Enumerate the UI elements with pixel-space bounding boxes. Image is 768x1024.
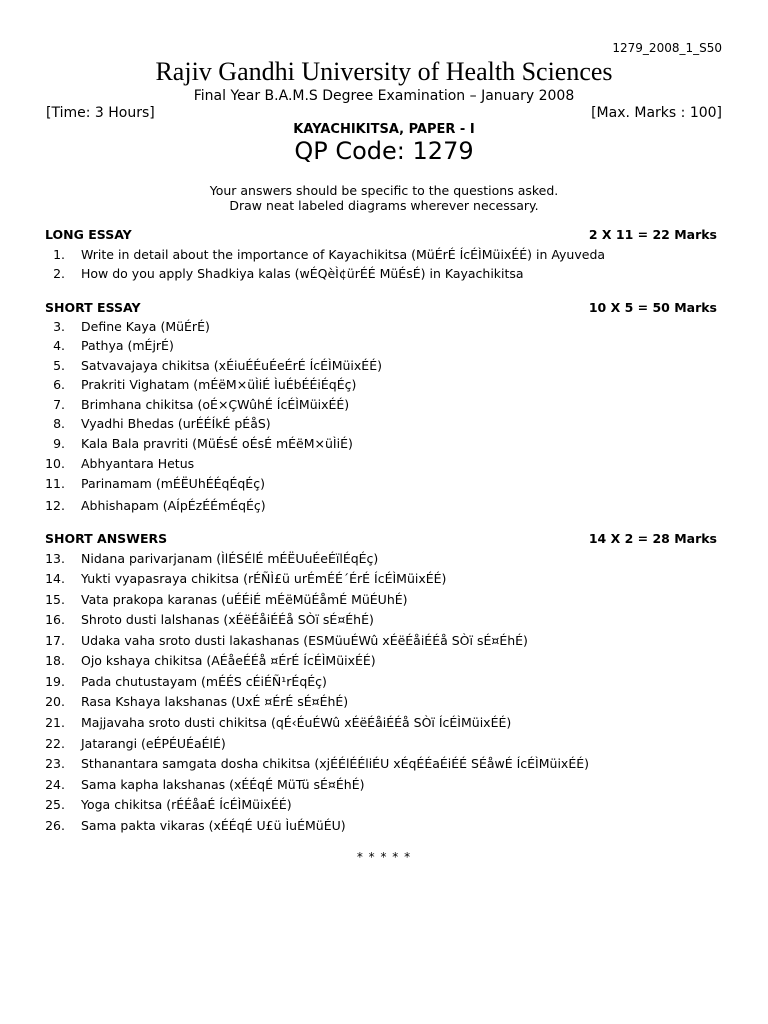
question-text: Sthanantara samgata dosha chikitsa (xjÉÉlÉÉliÉU xÉqÉÉaÉiÉÉ SÉåwÉ ÍcÉÌMüixÉÉ)	[81, 756, 589, 771]
section-title: SHORT ESSAY	[45, 300, 141, 315]
question-number: 8.	[53, 416, 65, 431]
question-text: Nidana parivarjanam (ÌlÉSÉlÉ mÉËUuÉeÉïlÉqÉç)	[81, 551, 379, 566]
question-number: 16.	[45, 612, 65, 627]
question-item	[0, 551, 768, 569]
question-number: 23.	[45, 756, 65, 771]
question-text: Yukti vyapasraya chikitsa (rÉÑÌ£ü urÉmÉÉ´ÉrÉ ÍcÉÌMüixÉÉ)	[81, 571, 447, 586]
question-text: Rasa Kshaya lakshanas (UxÉ ¤ÉrÉ sÉ¤ÉhÉ)	[81, 694, 349, 709]
question-item	[0, 338, 768, 356]
question-number: 4.	[53, 338, 65, 353]
question-item	[0, 715, 768, 733]
question-number: 19.	[45, 674, 65, 689]
question-text: Kala Bala pravriti (MüÉsÉ oÉsÉ mÉëM×üÌiÉ)	[81, 436, 353, 451]
question-number: 18.	[45, 653, 65, 668]
question-number: 5.	[53, 358, 65, 373]
question-text: Abhishapam (AÍpÉzÉÉmÉqÉç)	[81, 498, 266, 513]
end-marker: * * * * *	[356, 850, 412, 864]
question-text: Sama kapha lakshanas (xÉÉqÉ MüTü sÉ¤ÉhÉ)	[81, 777, 365, 792]
question-item	[0, 592, 768, 610]
university-name: Rajiv Gandhi University of Health Sciences	[155, 57, 613, 86]
question-item	[0, 756, 768, 774]
question-item	[0, 653, 768, 671]
subject-title: KAYACHIKITSA, PAPER - I	[293, 122, 475, 137]
question-item	[0, 571, 768, 589]
question-number: 9.	[53, 436, 65, 451]
question-number: 7.	[53, 397, 65, 412]
question-text: Pathya (mÉjrÉ)	[81, 338, 174, 353]
question-text: Yoga chikitsa (rÉÉåaÉ ÍcÉÌMüixÉÉ)	[81, 797, 292, 812]
question-item	[0, 416, 768, 434]
question-number: 11.	[45, 476, 65, 491]
question-item	[0, 319, 768, 337]
question-item	[0, 456, 768, 474]
question-item	[0, 247, 768, 265]
paper-code: 1279_2008_1_S50	[612, 41, 722, 55]
question-text: Shroto dusti lalshanas (xÉëÉåiÉÉå SÒï sÉ¤ÉhÉ)	[81, 612, 374, 627]
question-item	[0, 266, 768, 284]
question-text: Brimhana chikitsa (oÉ×ÇWûhÉ ÍcÉÌMüixÉÉ)	[81, 397, 350, 412]
question-item	[0, 358, 768, 376]
question-item	[0, 633, 768, 651]
question-item	[0, 476, 768, 494]
section-title: LONG ESSAY	[45, 227, 132, 242]
question-text: Write in detail about the importance of Kayachikitsa (MüÉrÉ ÍcÉÌMüixÉÉ) in Ayuveda	[81, 247, 606, 262]
question-number: 3.	[53, 319, 65, 334]
question-item	[0, 797, 768, 815]
question-item	[0, 498, 768, 516]
qp-code: QP Code: 1279	[294, 137, 474, 165]
question-text: How do you apply Shadkiya kalas (wÉQèÌ¢ürÉÉ MüÉsÉ) in Kayachikitsa	[81, 266, 524, 281]
question-number: 15.	[45, 592, 65, 607]
question-number: 1.	[53, 247, 65, 262]
question-number: 21.	[45, 715, 65, 730]
question-number: 26.	[45, 818, 65, 833]
question-number: 10.	[45, 456, 65, 471]
question-text: Parinamam (mÉËUhÉÉqÉqÉç)	[81, 476, 265, 491]
instructions	[0, 183, 768, 213]
question-text: Pada chutustayam (mÉÉS cÉiÉÑ¹rÉqÉç)	[81, 674, 327, 689]
question-item	[0, 436, 768, 454]
section-marks: 10 X 5 = 50 Marks	[588, 300, 717, 315]
question-number: 13.	[45, 551, 65, 566]
section-title: SHORT ANSWERS	[45, 531, 168, 546]
question-number: 25.	[45, 797, 65, 812]
question-item	[0, 377, 768, 395]
question-item	[0, 397, 768, 415]
question-text: Udaka vaha sroto dusti lakashanas (ESMüuÉWû xÉëÉåiÉÉå SÒï sÉ¤ÉhÉ)	[81, 633, 528, 648]
question-number: 24.	[45, 777, 65, 792]
question-text: Jatarangi (eÉPÉUÉaÉlÉ)	[81, 736, 226, 751]
question-text: Majjavaha sroto dusti chikitsa (qÉ‹ÉuÉWû xÉëÉåiÉÉå SÒï ÍcÉÌMüixÉÉ)	[81, 715, 512, 730]
question-text: Vyadhi Bhedas (urÉÉÍkÉ pÉåS)	[81, 416, 271, 431]
section-marks: 2 X 11 = 22 Marks	[588, 227, 717, 242]
question-text: Define Kaya (MüÉrÉ)	[81, 319, 210, 334]
question-number: 22.	[45, 736, 65, 751]
exam-title: Final Year B.A.M.S Degree Examination – January 2008	[193, 88, 575, 104]
max-marks: [Max. Marks : 100]	[591, 105, 722, 121]
question-item	[0, 777, 768, 795]
instruction-line: Your answers should be specific to the questions asked.	[209, 183, 559, 198]
question-number: 2.	[53, 266, 65, 281]
question-number: 12.	[45, 498, 65, 513]
question-text: Vata prakopa karanas (uÉÉiÉ mÉëMüÉåmÉ MüÉUhÉ)	[81, 592, 408, 607]
question-item	[0, 736, 768, 754]
question-text: Prakriti Vighatam (mÉëM×üÌiÉ ÌuÉbÉÉiÉqÉç)	[81, 377, 357, 392]
question-number: 20.	[45, 694, 65, 709]
section-marks: 14 X 2 = 28 Marks	[588, 531, 717, 546]
exam-time: [Time: 3 Hours]	[46, 105, 155, 121]
question-item	[0, 674, 768, 692]
question-number: 14.	[45, 571, 65, 586]
instruction-line: Draw neat labeled diagrams wherever necessary.	[229, 198, 539, 213]
question-number: 6.	[53, 377, 65, 392]
question-item	[0, 818, 768, 836]
question-item	[0, 612, 768, 630]
question-number: 17.	[45, 633, 65, 648]
question-text: Satvavajaya chikitsa (xÉiuÉÉuÉeÉrÉ ÍcÉÌMüixÉÉ)	[81, 358, 382, 373]
question-item	[0, 694, 768, 712]
question-text: Abhyantara Hetus	[81, 456, 195, 471]
question-text: Ojo kshaya chikitsa (AÉåeÉÉå ¤ÉrÉ ÍcÉÌMüixÉÉ)	[81, 653, 376, 668]
question-text: Sama pakta vikaras (xÉÉqÉ U£ü ÌuÉMüÉU)	[81, 818, 346, 833]
